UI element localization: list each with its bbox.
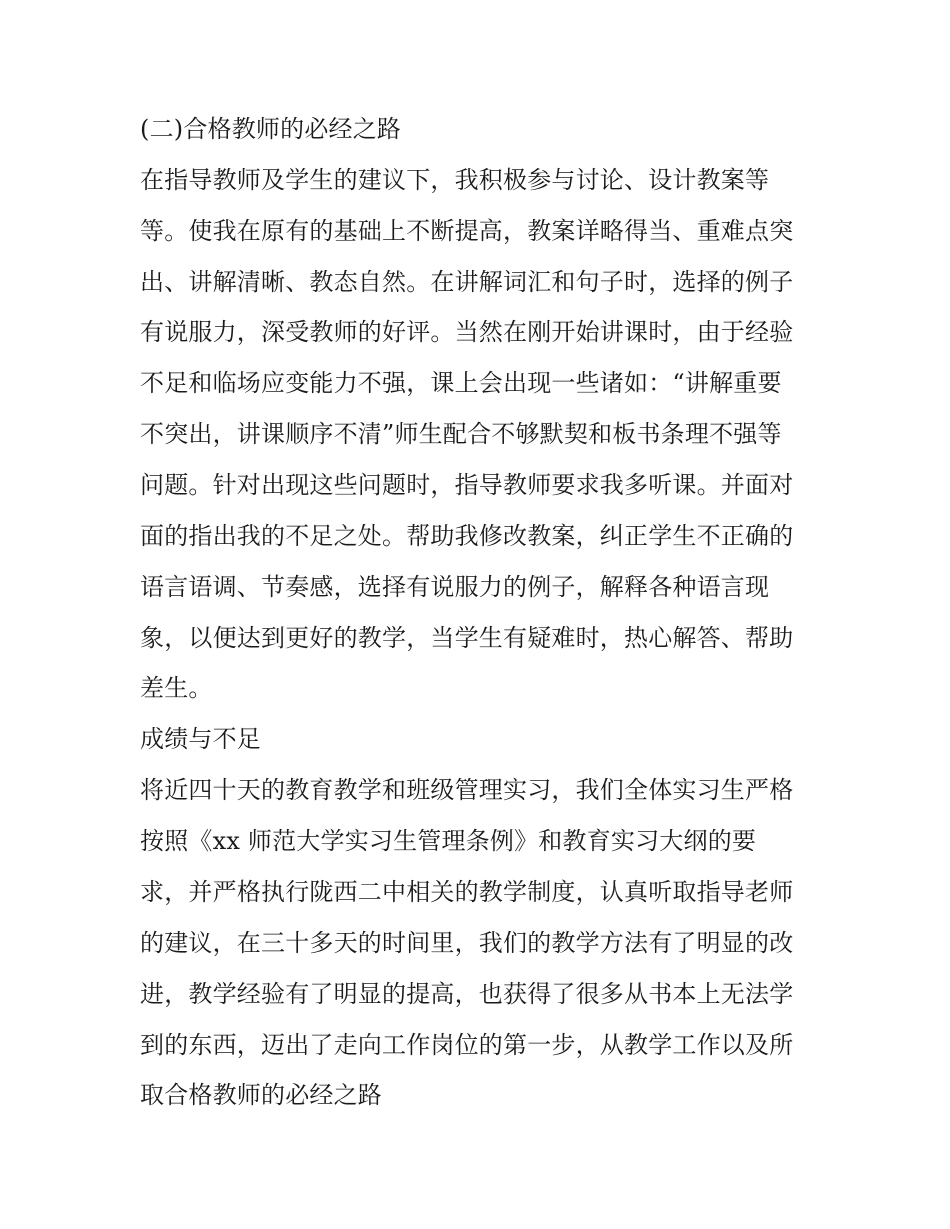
text-line: 象，以便达到更好的教学，当学生有疑难时，热心解答、帮助 (140, 624, 794, 652)
text-line: 面的指出我的不足之处。帮助我修改教案，纠正学生不正确的 (140, 522, 794, 550)
text-line: 到的东西，迈出了走向工作岗位的第一步，从教学工作以及所 (140, 1031, 794, 1059)
section-heading: 成绩与不足 (140, 725, 261, 753)
text-line: 等。使我在原有的基础上不断提高，教案详略得当、重难点突 (140, 217, 794, 245)
section-heading: (二)合格教师的必经之路 (140, 115, 402, 143)
text-line: 出、讲解清晰、教态自然。在讲解词汇和句子时，选择的例子 (140, 268, 794, 296)
text-line: 求，并严格执行陇西二中相关的教学制度，认真听取指导老师 (140, 878, 794, 906)
text-line: 有说服力，深受教师的好评。当然在刚开始讲课时，由于经验 (140, 318, 794, 346)
text-line: 取合格教师的必经之路 (140, 1081, 382, 1109)
text-line: 的建议，在三十多天的时间里，我们的教学方法有了明显的改 (140, 929, 794, 957)
text-line: 按照《xx 师范大学实习生管理条例》和教育实习大纲的要 (140, 827, 757, 855)
text-line: 不足和临场应变能力不强，课上会出现一些诸如：“讲解重要 (140, 369, 782, 397)
text-line: 不突出，讲课顺序不清”师生配合不够默契和板书条理不强等 (140, 420, 782, 448)
text-line: 将近四十天的教育教学和班级管理实习，我们全体实习生严格 (140, 776, 794, 804)
text-line: 差生。 (140, 674, 213, 702)
text-line: 在指导教师及学生的建议下，我积极参与讨论、设计教案等 (140, 166, 770, 194)
text-line: 语言语调、节奏感，选择有说服力的例子，解释各种语言现 (140, 573, 770, 601)
text-line: 问题。针对出现这些问题时，指导教师要求我多听课。并面对 (140, 471, 794, 499)
text-line: 进，教学经验有了明显的提高，也获得了很多从书本上无法学 (140, 980, 794, 1008)
